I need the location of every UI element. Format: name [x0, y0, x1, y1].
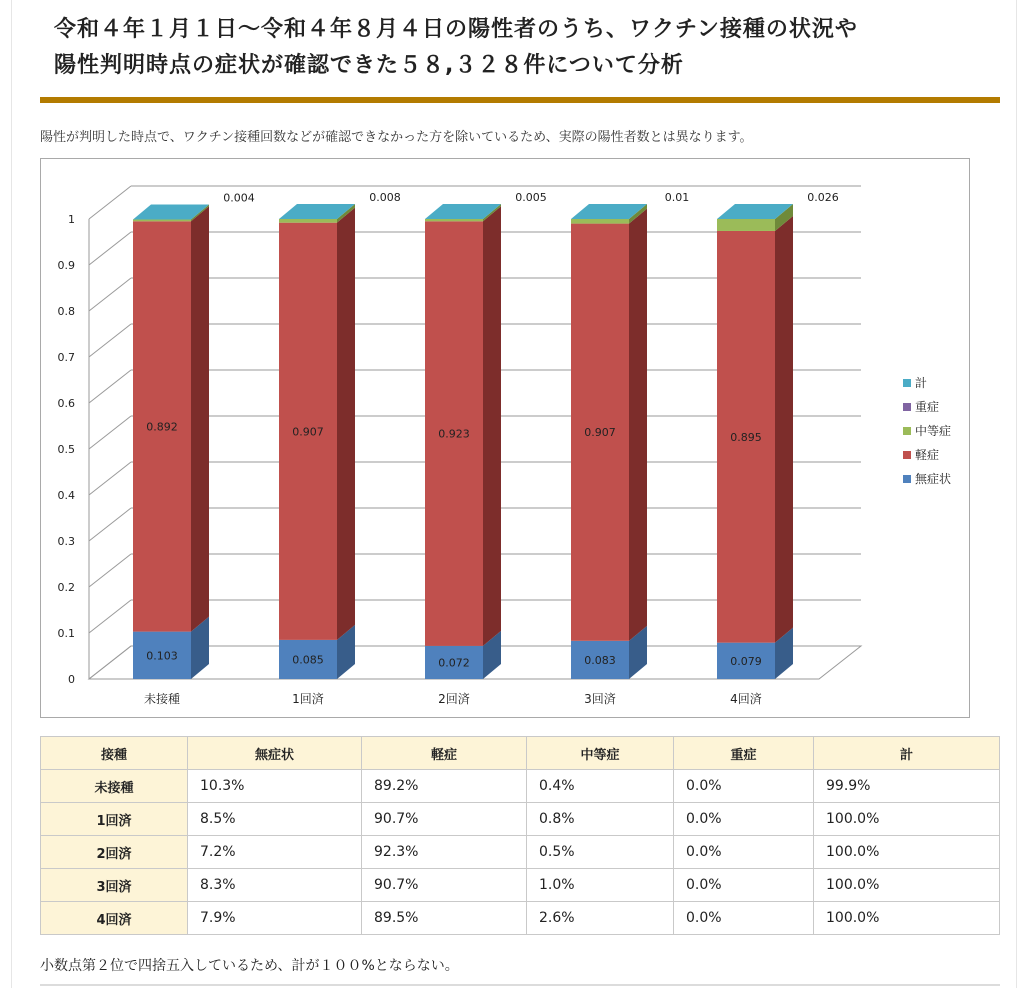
data-label: 0.907 [292, 425, 324, 439]
bar-segment-side [191, 206, 209, 631]
table-cell: 0.0% [674, 803, 814, 836]
y-tick-label: 0.1 [57, 627, 75, 640]
bar-segment [425, 219, 483, 221]
y-tick-label: 1 [68, 213, 75, 226]
data-label: 0.008 [369, 191, 401, 204]
table-header-cell: 重症 [674, 737, 814, 770]
table-cell: 2.6% [527, 902, 674, 935]
y-tick-label: 0.8 [57, 305, 75, 318]
table-cell: 10.3% [188, 770, 362, 803]
data-label: 0.004 [223, 191, 255, 205]
table-cell: 89.2% [362, 770, 527, 803]
bar-segment [571, 219, 629, 224]
gridline-diagonal [89, 278, 131, 311]
y-tick-label: 0.5 [57, 443, 75, 456]
y-tick-label: 0.3 [57, 535, 75, 548]
table-header-cell: 無症状 [188, 737, 362, 770]
data-label: 0.005 [515, 191, 547, 204]
x-tick-label: 1回済 [292, 692, 324, 706]
y-tick-label: 0.9 [57, 259, 75, 272]
table-cell: 89.5% [362, 902, 527, 935]
table-row-header: 2回済 [41, 836, 188, 869]
legend-label: 無症状 [915, 472, 952, 486]
rounding-footnote: 小数点第２位で四捨五入しているため、計が１００%とならない。 [40, 958, 459, 974]
table-cell: 7.2% [188, 836, 362, 869]
table-cell: 99.9% [814, 770, 1000, 803]
table-cell: 1.0% [527, 869, 674, 902]
bar-segment-side [629, 209, 647, 641]
data-label: 0.072 [438, 656, 470, 670]
table-row [41, 803, 1000, 836]
x-tick-label: 2回済 [438, 692, 470, 706]
table-cell: 100.0% [814, 869, 1000, 902]
table-header-row [41, 737, 1000, 770]
bar-segment [133, 219, 191, 221]
chart-frame [40, 158, 970, 718]
table-cell: 7.9% [188, 902, 362, 935]
data-label: 0.085 [292, 653, 324, 667]
data-label: 0.907 [584, 426, 616, 440]
page-left-border [11, 0, 12, 988]
gridline-diagonal [89, 232, 131, 265]
y-tick-label: 0.2 [57, 581, 75, 594]
legend-label: 軽症 [915, 448, 940, 462]
table-cell: 0.0% [674, 770, 814, 803]
y-tick-label: 0 [68, 673, 75, 686]
bottom-divider [40, 984, 1000, 986]
legend-label: 中等症 [915, 424, 952, 438]
legend-swatch [903, 475, 911, 483]
legend-swatch [903, 403, 911, 411]
table-row-header: 未接種 [41, 770, 188, 803]
table-cell: 100.0% [814, 803, 1000, 836]
table-header-cell: 接種 [41, 737, 188, 770]
bar-segment [717, 219, 775, 231]
page-title-line-2: 陽性判明時点の症状が確認できた５８,３２８件について分析 [54, 53, 684, 78]
table-cell: 0.0% [674, 869, 814, 902]
bar-segment [279, 219, 337, 223]
gridline-diagonal [89, 462, 131, 495]
table-cell: 90.7% [362, 803, 527, 836]
table-cell: 0.0% [674, 836, 814, 869]
summary-table [40, 736, 1000, 935]
table-row-header: 4回済 [41, 902, 188, 935]
page-right-border [1016, 0, 1017, 988]
table-cell: 0.4% [527, 770, 674, 803]
table-cell: 92.3% [362, 836, 527, 869]
data-label: 0.01 [664, 191, 690, 204]
table-header-cell: 軽症 [362, 737, 527, 770]
stacked-bar-chart [41, 159, 969, 717]
table-row [41, 770, 1000, 803]
table-cell: 100.0% [814, 902, 1000, 935]
data-label: 0.923 [438, 427, 470, 441]
data-label: 0.083 [584, 653, 616, 667]
title-underline-bar [40, 97, 1000, 103]
table-cell: 0.8% [527, 803, 674, 836]
x-tick-label: 未接種 [143, 692, 181, 706]
gridline-diagonal [89, 416, 131, 449]
gridline-diagonal [89, 186, 131, 219]
y-tick-label: 0.4 [57, 489, 75, 502]
legend-label: 計 [915, 376, 928, 390]
table-row [41, 902, 1000, 935]
gridline-diagonal [89, 554, 131, 587]
table-header-cell: 中等症 [527, 737, 674, 770]
bar-segment-side [483, 206, 501, 646]
gridline-diagonal [89, 508, 131, 541]
page-title-line-1: 令和４年１月１日～令和４年８月４日の陽性者のうち、ワクチン接種の状況や [54, 17, 858, 42]
gridline-diagonal [89, 324, 131, 357]
data-label: 0.892 [146, 420, 178, 434]
data-label: 0.895 [730, 430, 762, 444]
bar-segment-side [337, 208, 355, 640]
legend-swatch [903, 379, 911, 387]
table-cell: 8.5% [188, 803, 362, 836]
table-row-header: 1回済 [41, 803, 188, 836]
legend-swatch [903, 451, 911, 459]
x-tick-label: 4回済 [730, 692, 762, 706]
page-title [54, 12, 1004, 84]
table-row [41, 869, 1000, 902]
data-label: 0.026 [807, 191, 839, 204]
table-row [41, 836, 1000, 869]
data-note: 陽性が判明した時点で、ワクチン接種回数などが確認できなかった方を除いているため、実際の陽性者数とは異なります。 [40, 130, 753, 145]
table-cell: 100.0% [814, 836, 1000, 869]
x-tick-label: 3回済 [584, 692, 616, 706]
legend-swatch [903, 427, 911, 435]
data-label: 0.103 [146, 649, 178, 663]
bar-segment-side [775, 216, 793, 643]
legend-label: 重症 [915, 400, 940, 414]
y-tick-label: 0.6 [57, 397, 75, 410]
table-cell: 90.7% [362, 869, 527, 902]
table-cell: 0.0% [674, 902, 814, 935]
table-header-cell: 計 [814, 737, 1000, 770]
table-cell: 8.3% [188, 869, 362, 902]
gridline-diagonal [89, 600, 131, 633]
gridline-diagonal [89, 370, 131, 403]
data-label: 0.079 [730, 654, 762, 668]
y-tick-label: 0.7 [57, 351, 75, 364]
table-row-header: 3回済 [41, 869, 188, 902]
table-cell: 0.5% [527, 836, 674, 869]
